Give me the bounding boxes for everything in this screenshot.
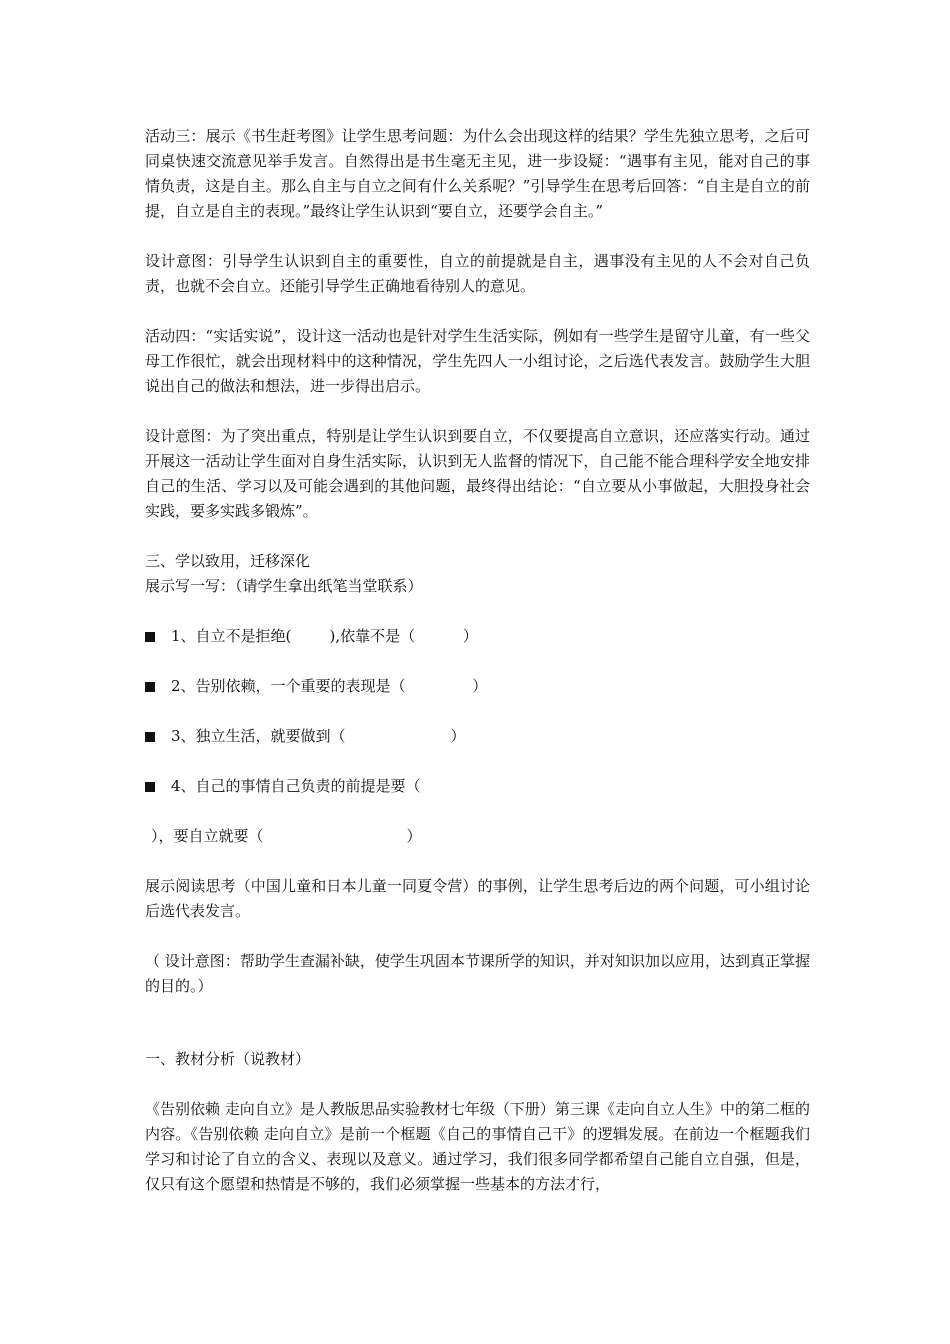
exercise-item — [145, 624, 810, 649]
square-bullet-icon — [145, 732, 155, 742]
exercise-text: 2、告别依赖，一个重要的表现是（ ） — [171, 677, 488, 695]
design-intent-four: 设计意图：为了突出重点，特别是让学生认识到要自立，不仅要提高自立意识，还应落实行动。通过开展这一活动让学生面对自身生活实际，认识到无人监督的情况下，自己能不能合理科学安全地安排自己的生活、学习以及可能会遇到的其他问题，最终得出结论：“自立要从小事做起，大胆投身社会实践，要多实践多锻炼”。 — [145, 427, 810, 520]
exercise-text: 4、自己的事情自己负责的前提是要（ — [171, 777, 421, 795]
exercise-text: 1、自立不是拒绝( ),依靠不是（ ） — [171, 627, 478, 645]
document-body — [145, 124, 810, 1197]
exercise-continuation: ），要自立就要（ ） — [151, 827, 422, 845]
exercise-item — [145, 674, 810, 699]
square-bullet-icon — [145, 782, 155, 792]
textbook-analysis-paragraph: 《告别依赖 走向自立》是人教版思品实验教材七年级（下册）第三课《走向自立人生》中的第二框的内容。《告别依赖 走向自立》是前一个框题《自己的事情自己干》的逻辑发展。在前边一个框题我们学习和讨论了自立的含义、表现以及意义。通过学习，我们很多同学都希望自己能自立自强，但是，仅只有这个愿望和热情是不够的，我们必须掌握一些基本的方法才行， — [145, 1100, 810, 1193]
design-intent-five: （ 设计意图：帮助学生查漏补缺，使学生巩固本节课所学的知识，并对知识加以应用，达到真正掌握的目的。） — [145, 952, 810, 995]
section-three-heading: 三、学以致用，迁移深化 — [145, 552, 311, 570]
section-one-heading: 一、教材分析（说教材） — [145, 1050, 311, 1068]
activity-four-paragraph: 活动四：“实话实说”，设计这一活动也是针对学生生活实际，例如有一些学生是留守儿童，有一些父母工作很忙，就会出现材料中的这种情况，学生先四人一小组讨论，之后选代表发言。鼓励学生大胆说出自己的做法和想法，进一步得出启示。 — [145, 327, 810, 395]
exercise-text: 3、独立生活，就要做到（ ） — [171, 727, 466, 745]
activity-three-paragraph: 活动三：展示《书生赶考图》让学生思考问题：为什么会出现这样的结果？学生先独立思考，之后可同桌快速交流意见举手发言。自然得出是书生毫无主见，进一步设疑：“遇事有主见，能对自己的事情负责，这是自主。那么自主与自立之间有什么关系呢？”引导学生在思考后回答：“自主是自立的前提，自立是自主的表现。”最终让学生认识到“要自立，还要学会自主。” — [145, 127, 810, 220]
square-bullet-icon — [145, 682, 155, 692]
exercise-item — [145, 724, 810, 749]
reading-prompt-paragraph: 展示阅读思考（中国儿童和日本儿童一同夏令营）的事例，让学生思考后边的两个问题，可小组讨论后选代表发言。 — [145, 877, 810, 920]
square-bullet-icon — [145, 632, 155, 642]
exercise-item — [145, 774, 810, 799]
section-three-prompt: 展示写一写：（请学生拿出纸笔当堂联系） — [145, 577, 423, 595]
design-intent-three: 设计意图：引导学生认识到自主的重要性，自立的前提就是自主，遇事没有主见的人不会对自己负责，也就不会自立。还能引导学生正确地看待别人的意见。 — [145, 252, 810, 295]
